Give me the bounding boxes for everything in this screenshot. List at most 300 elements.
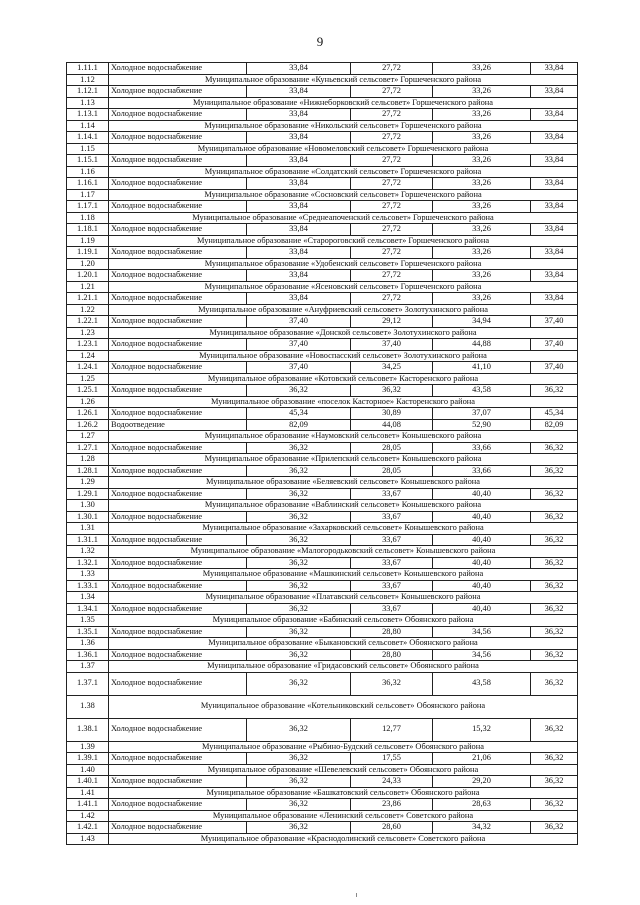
municipality-header-row — [67, 97, 578, 109]
value-cell-1: 82,09 — [247, 419, 351, 431]
value-cell-3: 33,26 — [433, 293, 531, 305]
value-cell-1: 33,84 — [247, 63, 351, 75]
service-cell: Холодное водоснабжение — [109, 580, 247, 592]
municipality-title-cell: Муниципальное образование «Малогородьковский сельсовет» Конышевского района — [109, 546, 578, 558]
value-cell-1: 36,32 — [247, 488, 351, 500]
service-cell: Холодное водоснабжение — [109, 603, 247, 615]
value-cell-2: 27,72 — [351, 155, 433, 167]
row-number-cell: 1.24.1 — [67, 362, 109, 374]
value-cell-3: 40,40 — [433, 580, 531, 592]
service-cell: Холодное водоснабжение — [109, 511, 247, 523]
table-row — [67, 178, 578, 190]
value-cell-4: 45,34 — [531, 408, 578, 420]
municipality-title-cell: Муниципальное образование «Прилепский сельсовет» Конышевского района — [109, 454, 578, 466]
service-cell: Холодное водоснабжение — [109, 534, 247, 546]
municipality-header-row — [67, 833, 578, 845]
municipality-header-row — [67, 810, 578, 822]
row-number-cell: 1.19.1 — [67, 247, 109, 259]
value-cell-3: 33,26 — [433, 86, 531, 98]
table-row — [67, 109, 578, 121]
municipality-header-row — [67, 615, 578, 627]
municipality-title-cell: Муниципальное образование «Нижнеборковский сельсовет» Горшеченского района — [109, 97, 578, 109]
value-cell-1: 33,84 — [247, 201, 351, 213]
municipality-title-cell: Муниципальное образование «Башкатовский сельсовет» Обоянского района — [109, 787, 578, 799]
service-cell: Холодное водоснабжение — [109, 718, 247, 741]
municipality-title-cell: Муниципальное образование «Рыбино-Будский сельсовет» Обоянского района — [109, 741, 578, 753]
table-row — [67, 626, 578, 638]
value-cell-1: 37,40 — [247, 362, 351, 374]
value-cell-1: 33,84 — [247, 270, 351, 282]
service-cell: Холодное водоснабжение — [109, 557, 247, 569]
value-cell-4: 33,84 — [531, 109, 578, 121]
value-cell-2: 28,05 — [351, 465, 433, 477]
municipality-header-row — [67, 569, 578, 581]
service-cell: Холодное водоснабжение — [109, 178, 247, 190]
value-cell-4: 33,84 — [531, 293, 578, 305]
row-number-cell: 1.38.1 — [67, 718, 109, 741]
municipality-title-cell: Муниципальное образование «Котельниковский сельсовет» Обоянского района — [109, 695, 578, 718]
row-number-cell: 1.19 — [67, 235, 109, 247]
value-cell-4: 33,84 — [531, 63, 578, 75]
row-number-cell: 1.42.1 — [67, 822, 109, 834]
value-cell-4: 82,09 — [531, 419, 578, 431]
table-row — [67, 799, 578, 811]
service-cell: Водоотведение — [109, 419, 247, 431]
tariff-table — [66, 62, 578, 845]
value-cell-3: 33,66 — [433, 442, 531, 454]
row-number-cell: 1.41.1 — [67, 799, 109, 811]
value-cell-1: 36,32 — [247, 557, 351, 569]
municipality-header-row — [67, 327, 578, 339]
value-cell-3: 33,26 — [433, 109, 531, 121]
service-cell: Холодное водоснабжение — [109, 293, 247, 305]
table-row — [67, 270, 578, 282]
value-cell-2: 28,60 — [351, 822, 433, 834]
service-cell: Холодное водоснабжение — [109, 672, 247, 695]
municipality-header-row — [67, 189, 578, 201]
municipality-header-row — [67, 350, 578, 362]
table-row — [67, 86, 578, 98]
table-row — [67, 339, 578, 351]
value-cell-4: 37,40 — [531, 339, 578, 351]
municipality-title-cell: Муниципальное образование «Беляевский сельсовет» Конышевского района — [109, 477, 578, 489]
municipality-title-cell: Муниципальное образование «Краснодолинский сельсовет» Советского района — [109, 833, 578, 845]
row-number-cell: 1.31 — [67, 523, 109, 535]
value-cell-2: 44,08 — [351, 419, 433, 431]
value-cell-3: 34,56 — [433, 626, 531, 638]
value-cell-3: 33,26 — [433, 63, 531, 75]
municipality-header-row — [67, 546, 578, 558]
value-cell-2: 17,55 — [351, 753, 433, 765]
row-number-cell: 1.21.1 — [67, 293, 109, 305]
row-number-cell: 1.40 — [67, 764, 109, 776]
row-number-cell: 1.20.1 — [67, 270, 109, 282]
row-number-cell: 1.31.1 — [67, 534, 109, 546]
row-number-cell: 1.13.1 — [67, 109, 109, 121]
service-cell: Холодное водоснабжение — [109, 362, 247, 374]
value-cell-2: 12,77 — [351, 718, 433, 741]
value-cell-4: 33,84 — [531, 155, 578, 167]
municipality-title-cell: Муниципальное образование «Никольский сельсовет» Горшеченского района — [109, 120, 578, 132]
table-row — [67, 511, 578, 523]
table-row — [67, 649, 578, 661]
value-cell-2: 27,72 — [351, 132, 433, 144]
service-cell: Холодное водоснабжение — [109, 442, 247, 454]
row-number-cell: 1.26 — [67, 396, 109, 408]
tariff-table-body — [67, 63, 578, 845]
table-row — [67, 776, 578, 788]
service-cell: Холодное водоснабжение — [109, 270, 247, 282]
row-number-cell: 1.26.1 — [67, 408, 109, 420]
value-cell-3: 34,32 — [433, 822, 531, 834]
value-cell-1: 36,32 — [247, 799, 351, 811]
row-number-cell: 1.33 — [67, 569, 109, 581]
value-cell-2: 33,67 — [351, 557, 433, 569]
value-cell-1: 36,32 — [247, 465, 351, 477]
value-cell-2: 27,72 — [351, 247, 433, 259]
row-number-cell: 1.18.1 — [67, 224, 109, 236]
value-cell-3: 29,20 — [433, 776, 531, 788]
row-number-cell: 1.11.1 — [67, 63, 109, 75]
row-number-cell: 1.14 — [67, 120, 109, 132]
row-number-cell: 1.33.1 — [67, 580, 109, 592]
value-cell-4: 33,84 — [531, 201, 578, 213]
value-cell-4: 36,32 — [531, 753, 578, 765]
value-cell-2: 27,72 — [351, 86, 433, 98]
table-row — [67, 316, 578, 328]
row-number-cell: 1.28 — [67, 454, 109, 466]
value-cell-4: 36,32 — [531, 718, 578, 741]
value-cell-1: 36,32 — [247, 603, 351, 615]
table-row — [67, 362, 578, 374]
row-number-cell: 1.27.1 — [67, 442, 109, 454]
value-cell-1: 33,84 — [247, 224, 351, 236]
row-number-cell: 1.37 — [67, 661, 109, 673]
value-cell-1: 33,84 — [247, 178, 351, 190]
value-cell-1: 36,32 — [247, 776, 351, 788]
service-cell: Холодное водоснабжение — [109, 339, 247, 351]
row-number-cell: 1.21 — [67, 281, 109, 293]
row-number-cell: 1.29.1 — [67, 488, 109, 500]
value-cell-4: 36,32 — [531, 534, 578, 546]
value-cell-4: 36,32 — [531, 626, 578, 638]
value-cell-2: 37,40 — [351, 339, 433, 351]
value-cell-4: 36,32 — [531, 385, 578, 397]
municipality-title-cell: Муниципальное образование «Сосновский сельсовет» Горшеченского района — [109, 189, 578, 201]
value-cell-1: 36,32 — [247, 672, 351, 695]
table-row — [67, 753, 578, 765]
value-cell-1: 36,32 — [247, 718, 351, 741]
value-cell-2: 27,72 — [351, 63, 433, 75]
municipality-title-cell: Муниципальное образование «Ясеновский сельсовет» Горшеченского района — [109, 281, 578, 293]
value-cell-3: 21,06 — [433, 753, 531, 765]
row-number-cell: 1.22.1 — [67, 316, 109, 328]
table-row — [67, 385, 578, 397]
row-number-cell: 1.29 — [67, 477, 109, 489]
municipality-header-row — [67, 166, 578, 178]
value-cell-3: 40,40 — [433, 534, 531, 546]
value-cell-1: 33,84 — [247, 132, 351, 144]
municipality-header-row — [67, 523, 578, 535]
value-cell-4: 36,32 — [531, 557, 578, 569]
value-cell-4: 36,32 — [531, 776, 578, 788]
row-number-cell: 1.38 — [67, 695, 109, 718]
row-number-cell: 1.36 — [67, 638, 109, 650]
value-cell-4: 36,32 — [531, 603, 578, 615]
value-cell-4: 36,32 — [531, 465, 578, 477]
value-cell-2: 36,32 — [351, 385, 433, 397]
municipality-header-row — [67, 212, 578, 224]
value-cell-3: 33,26 — [433, 178, 531, 190]
value-cell-1: 36,32 — [247, 534, 351, 546]
municipality-title-cell: Муниципальное образование «Куньевский сельсовет» Горшеченского района — [109, 74, 578, 86]
table-row — [67, 132, 578, 144]
scan-mark — [356, 893, 357, 897]
row-number-cell: 1.34.1 — [67, 603, 109, 615]
municipality-title-cell: Муниципальное образование «Удобенский сельсовет» Горшеченского района — [109, 258, 578, 270]
value-cell-1: 36,32 — [247, 385, 351, 397]
row-number-cell: 1.39.1 — [67, 753, 109, 765]
municipality-title-cell: Муниципальное образование «Ваблинский сельсовет» Конышевского района — [109, 500, 578, 512]
value-cell-4: 36,32 — [531, 672, 578, 695]
row-number-cell: 1.20 — [67, 258, 109, 270]
municipality-header-row — [67, 454, 578, 466]
municipality-title-cell: Муниципальное образование «Захарковский сельсовет» Конышевского района — [109, 523, 578, 535]
value-cell-1: 45,34 — [247, 408, 351, 420]
table-row — [67, 822, 578, 834]
value-cell-1: 33,84 — [247, 86, 351, 98]
row-number-cell: 1.23.1 — [67, 339, 109, 351]
table-row — [67, 557, 578, 569]
municipality-header-row — [67, 695, 578, 718]
value-cell-2: 33,67 — [351, 603, 433, 615]
value-cell-4: 33,84 — [531, 270, 578, 282]
page-number: 9 — [316, 34, 324, 49]
table-row — [67, 442, 578, 454]
row-number-cell: 1.39 — [67, 741, 109, 753]
value-cell-2: 27,72 — [351, 270, 433, 282]
value-cell-3: 33,26 — [433, 270, 531, 282]
municipality-title-cell: Муниципальное образование «Бабинский сельсовет» Обоянского района — [109, 615, 578, 627]
value-cell-3: 33,26 — [433, 201, 531, 213]
row-number-cell: 1.15.1 — [67, 155, 109, 167]
value-cell-1: 36,32 — [247, 511, 351, 523]
row-number-cell: 1.30.1 — [67, 511, 109, 523]
value-cell-3: 33,26 — [433, 155, 531, 167]
value-cell-1: 33,84 — [247, 293, 351, 305]
row-number-cell: 1.17 — [67, 189, 109, 201]
municipality-title-cell: Муниципальное образование «Платавский сельсовет» Конышевского района — [109, 592, 578, 604]
municipality-title-cell: Муниципальное образование «Наумовский сельсовет» Конышевского района — [109, 431, 578, 443]
row-number-cell: 1.16 — [67, 166, 109, 178]
municipality-title-cell: Муниципальное образование «Быкановский сельсовет» Обоянского района — [109, 638, 578, 650]
value-cell-4: 36,32 — [531, 511, 578, 523]
value-cell-2: 33,67 — [351, 580, 433, 592]
municipality-title-cell: Муниципальное образование «Солдатский сельсовет» Горшеченского района — [109, 166, 578, 178]
service-cell: Холодное водоснабжение — [109, 247, 247, 259]
row-number-cell: 1.22 — [67, 304, 109, 316]
row-number-cell: 1.42 — [67, 810, 109, 822]
value-cell-3: 33,66 — [433, 465, 531, 477]
row-number-cell: 1.28.1 — [67, 465, 109, 477]
municipality-title-cell: Муниципальное образование «Донской сельсовет» Золотухинского района — [109, 327, 578, 339]
value-cell-1: 33,84 — [247, 247, 351, 259]
value-cell-3: 43,58 — [433, 672, 531, 695]
municipality-header-row — [67, 638, 578, 650]
value-cell-1: 36,32 — [247, 649, 351, 661]
service-cell: Холодное водоснабжение — [109, 109, 247, 121]
value-cell-1: 36,32 — [247, 753, 351, 765]
value-cell-3: 33,26 — [433, 224, 531, 236]
municipality-title-cell: Муниципальное образование «Ленинский сельсовет» Советского района — [109, 810, 578, 822]
value-cell-3: 43,58 — [433, 385, 531, 397]
municipality-title-cell: Муниципальное образование «Котовский сельсовет» Касторенского района — [109, 373, 578, 385]
row-number-cell: 1.25 — [67, 373, 109, 385]
value-cell-3: 40,40 — [433, 603, 531, 615]
value-cell-2: 27,72 — [351, 201, 433, 213]
value-cell-3: 44,88 — [433, 339, 531, 351]
value-cell-3: 40,40 — [433, 511, 531, 523]
value-cell-4: 37,40 — [531, 316, 578, 328]
table-row — [67, 534, 578, 546]
municipality-title-cell: Муниципальное образование «поселок Касторное» Касторенского района — [109, 396, 578, 408]
table-row — [67, 488, 578, 500]
municipality-title-cell: Муниципальное образование «Гридасовский сельсовет» Обоянского района — [109, 661, 578, 673]
value-cell-3: 33,26 — [433, 132, 531, 144]
municipality-header-row — [67, 787, 578, 799]
municipality-header-row — [67, 396, 578, 408]
municipality-title-cell: Муниципальное образование «Среднеапоченский сельсовет» Горшеченского района — [109, 212, 578, 224]
service-cell: Холодное водоснабжение — [109, 224, 247, 236]
value-cell-1: 37,40 — [247, 316, 351, 328]
municipality-header-row — [67, 304, 578, 316]
row-number-cell: 1.15 — [67, 143, 109, 155]
table-row — [67, 672, 578, 695]
service-cell: Холодное водоснабжение — [109, 408, 247, 420]
row-number-cell: 1.26.2 — [67, 419, 109, 431]
value-cell-1: 36,32 — [247, 626, 351, 638]
service-cell: Холодное водоснабжение — [109, 132, 247, 144]
table-row — [67, 408, 578, 420]
value-cell-4: 33,84 — [531, 224, 578, 236]
service-cell: Холодное водоснабжение — [109, 155, 247, 167]
municipality-title-cell: Муниципальное образование «Шевелевский сельсовет» Обоянского района — [109, 764, 578, 776]
value-cell-2: 27,72 — [351, 224, 433, 236]
value-cell-2: 29,12 — [351, 316, 433, 328]
row-number-cell: 1.17.1 — [67, 201, 109, 213]
service-cell: Холодное водоснабжение — [109, 488, 247, 500]
municipality-header-row — [67, 431, 578, 443]
row-number-cell: 1.37.1 — [67, 672, 109, 695]
value-cell-3: 40,40 — [433, 488, 531, 500]
municipality-header-row — [67, 592, 578, 604]
value-cell-4: 33,84 — [531, 178, 578, 190]
value-cell-2: 36,32 — [351, 672, 433, 695]
municipality-header-row — [67, 373, 578, 385]
row-number-cell: 1.16.1 — [67, 178, 109, 190]
municipality-header-row — [67, 235, 578, 247]
value-cell-1: 33,84 — [247, 155, 351, 167]
value-cell-2: 27,72 — [351, 178, 433, 190]
municipality-header-row — [67, 281, 578, 293]
service-cell: Холодное водоснабжение — [109, 63, 247, 75]
municipality-header-row — [67, 661, 578, 673]
value-cell-4: 36,32 — [531, 649, 578, 661]
value-cell-1: 37,40 — [247, 339, 351, 351]
service-cell: Холодное водоснабжение — [109, 822, 247, 834]
value-cell-2: 23,86 — [351, 799, 433, 811]
value-cell-4: 36,32 — [531, 442, 578, 454]
value-cell-4: 36,32 — [531, 822, 578, 834]
table-row — [67, 580, 578, 592]
municipality-header-row — [67, 477, 578, 489]
value-cell-3: 33,26 — [433, 247, 531, 259]
table-row — [67, 419, 578, 431]
municipality-title-cell: Муниципальное образование «Старороговский сельсовет» Горшеченского района — [109, 235, 578, 247]
value-cell-1: 36,32 — [247, 580, 351, 592]
value-cell-3: 52,90 — [433, 419, 531, 431]
table-row — [67, 201, 578, 213]
row-number-cell: 1.35.1 — [67, 626, 109, 638]
municipality-header-row — [67, 74, 578, 86]
value-cell-4: 33,84 — [531, 247, 578, 259]
municipality-title-cell: Муниципальное образование «Новомеловский сельсовет» Горшеченского района — [109, 143, 578, 155]
row-number-cell: 1.34 — [67, 592, 109, 604]
row-number-cell: 1.25.1 — [67, 385, 109, 397]
table-row — [67, 465, 578, 477]
row-number-cell: 1.13 — [67, 97, 109, 109]
value-cell-2: 30,89 — [351, 408, 433, 420]
value-cell-2: 34,25 — [351, 362, 433, 374]
value-cell-3: 34,56 — [433, 649, 531, 661]
row-number-cell: 1.30 — [67, 500, 109, 512]
service-cell: Холодное водоснабжение — [109, 799, 247, 811]
service-cell: Холодное водоснабжение — [109, 86, 247, 98]
service-cell: Холодное водоснабжение — [109, 753, 247, 765]
table-row — [67, 603, 578, 615]
row-number-cell: 1.36.1 — [67, 649, 109, 661]
row-number-cell: 1.23 — [67, 327, 109, 339]
value-cell-2: 33,67 — [351, 534, 433, 546]
value-cell-4: 36,32 — [531, 799, 578, 811]
value-cell-3: 28,63 — [433, 799, 531, 811]
value-cell-3: 37,07 — [433, 408, 531, 420]
row-number-cell: 1.35 — [67, 615, 109, 627]
row-number-cell: 1.32.1 — [67, 557, 109, 569]
row-number-cell: 1.18 — [67, 212, 109, 224]
municipality-header-row — [67, 120, 578, 132]
value-cell-1: 33,84 — [247, 109, 351, 121]
service-cell: Холодное водоснабжение — [109, 465, 247, 477]
table-row — [67, 63, 578, 75]
service-cell: Холодное водоснабжение — [109, 649, 247, 661]
value-cell-1: 36,32 — [247, 822, 351, 834]
value-cell-3: 41,10 — [433, 362, 531, 374]
value-cell-3: 34,94 — [433, 316, 531, 328]
value-cell-3: 15,32 — [433, 718, 531, 741]
service-cell: Холодное водоснабжение — [109, 776, 247, 788]
value-cell-4: 37,40 — [531, 362, 578, 374]
value-cell-1: 36,32 — [247, 442, 351, 454]
row-number-cell: 1.12.1 — [67, 86, 109, 98]
row-number-cell: 1.12 — [67, 74, 109, 86]
municipality-header-row — [67, 500, 578, 512]
table-row — [67, 155, 578, 167]
table-row — [67, 247, 578, 259]
municipality-title-cell: Муниципальное образование «Ануфриевский сельсовет» Золотухинского района — [109, 304, 578, 316]
value-cell-2: 33,67 — [351, 511, 433, 523]
service-cell: Холодное водоснабжение — [109, 201, 247, 213]
